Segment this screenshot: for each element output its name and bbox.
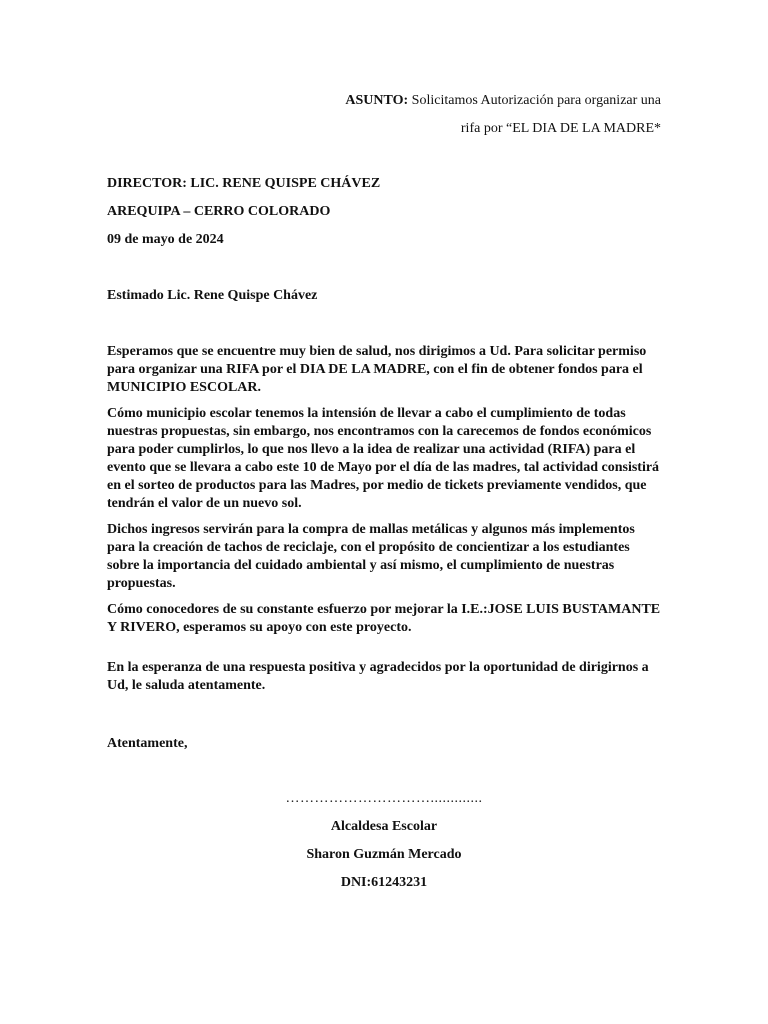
recipient-director: DIRECTOR: LIC. RENE QUISPE CHÁVEZ	[107, 176, 381, 191]
letter-date: 09 de mayo de 2024	[107, 232, 224, 247]
recipient-block	[107, 175, 667, 259]
recipient-location: AREQUIPA – CERRO COLORADO	[107, 204, 331, 219]
subject-line-2: rifa por “EL DIA DE LA MADRE*	[460, 121, 661, 136]
body-paragraph: Esperamos que se encuentre muy bien de salud, nos dirigimos a Ud. Para solicitar permiso para organizar una RIFA por el DIA DE LA MADRE, con el fin de obtener fondos para el MUNICIPIO ESCOLAR.	[107, 344, 647, 395]
signer-name: Sharon Guzmán Mercado	[306, 847, 462, 862]
greeting: Estimado Lic. Rene Quispe Chávez	[107, 288, 318, 303]
body-paragraph: Dichos ingresos servirán para la compra de mallas metálicas y algunos más implementos para la creación de tachos de reciclaje, con el propósito de concientizar a los estudiantes sobre la importancia del cuidado ambiental y así mismo, el cumplimiento de nuestras propuestas.	[107, 522, 635, 591]
subject-block	[101, 92, 661, 138]
signer-dni: DNI:61243231	[340, 875, 428, 890]
subject-line-1	[101, 92, 661, 110]
signature-line: ………………………….............	[285, 791, 483, 806]
signer-role: Alcaldesa Escolar	[330, 819, 438, 834]
body-paragraph: Cómo municipio escolar tenemos la intensión de llevar a cabo el cumplimiento de todas nuestras propuestas, sin embargo, nos encontramos con la carecemos de fondos económicos para poder cumplirlos, lo que nos llevo a la idea de realizar una actividad (RIFA) para el evento que se llevara a cabo este 10 de Mayo por el día de las madres, tal actividad consistirá en el sorteo de productos para las Madres, por medio de tickets previamente vendidos, que tendrán el valor de un nuevo sol.	[107, 406, 660, 511]
subject-text-1: Solicitamos Autorización para organizar una	[408, 93, 661, 108]
letter-body	[107, 343, 663, 645]
closing-paragraph: En la esperanza de una respuesta positiva y agradecidos por la oportunidad de dirigirnos a Ud, le saluda atentamente.	[107, 660, 649, 693]
sign-off: Atentamente,	[107, 736, 188, 751]
subject-label: ASUNTO:	[345, 93, 409, 108]
body-paragraph: Cómo conocedores de su constante esfuerzo por mejorar la I.E.:JOSE LUIS BUSTAMANTE Y RIVERO, esperamos su apoyo con este proyecto.	[107, 602, 661, 635]
signature-block	[0, 790, 768, 902]
closing-block	[107, 659, 663, 695]
